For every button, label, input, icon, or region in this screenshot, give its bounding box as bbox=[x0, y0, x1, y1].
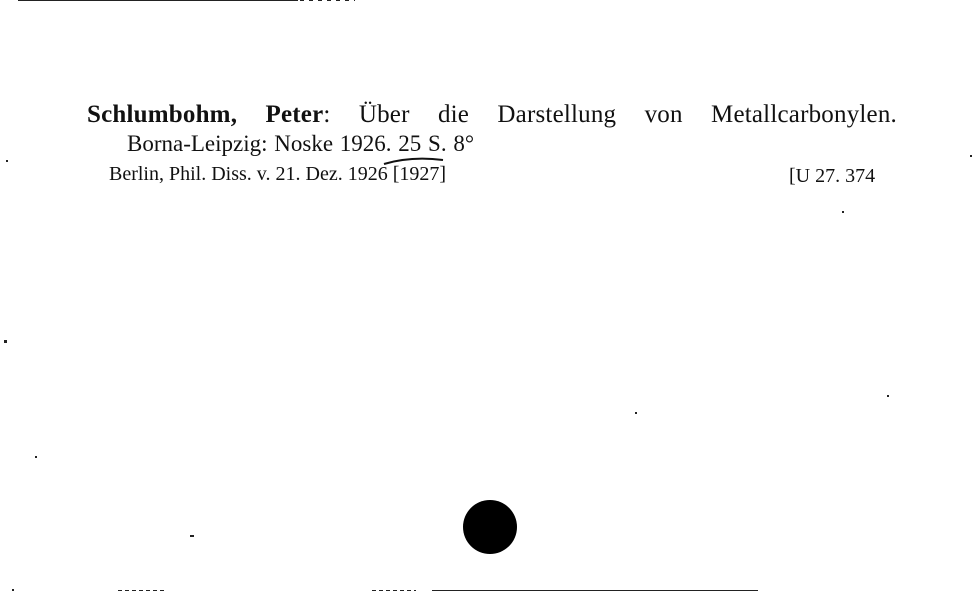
author-name: Schlumbohm, Peter bbox=[87, 101, 324, 128]
scan-speck bbox=[6, 160, 8, 162]
bottom-edge-rule bbox=[432, 590, 758, 591]
bottom-edge-rule-dash bbox=[372, 590, 416, 591]
top-edge-rule bbox=[18, 0, 298, 1]
scan-speck bbox=[12, 589, 14, 591]
scan-speck bbox=[635, 412, 637, 414]
scan-speck bbox=[887, 395, 889, 397]
entry-title: : Über die Darstellung von Metallcarbonylen. bbox=[323, 101, 897, 128]
bottom-edge-rule-dash bbox=[118, 590, 164, 591]
scan-speck bbox=[842, 211, 844, 213]
dissertation-note: Berlin, Phil. Diss. v. 21. Dez. 1926 [1927] bbox=[109, 163, 447, 185]
scan-speck bbox=[35, 456, 37, 458]
handwritten-correction-mark bbox=[381, 155, 445, 167]
scan-speck bbox=[190, 535, 194, 537]
call-number: [U 27. 374 bbox=[789, 165, 876, 187]
entry-heading-line bbox=[87, 100, 897, 130]
scan-speck bbox=[970, 155, 972, 157]
imprint-line: Borna-Leipzig: Noske 1926. 25 S. 8° bbox=[127, 131, 475, 156]
scan-speck bbox=[4, 340, 7, 343]
punch-hole bbox=[463, 500, 517, 554]
top-edge-rule-dashes bbox=[300, 0, 355, 1]
